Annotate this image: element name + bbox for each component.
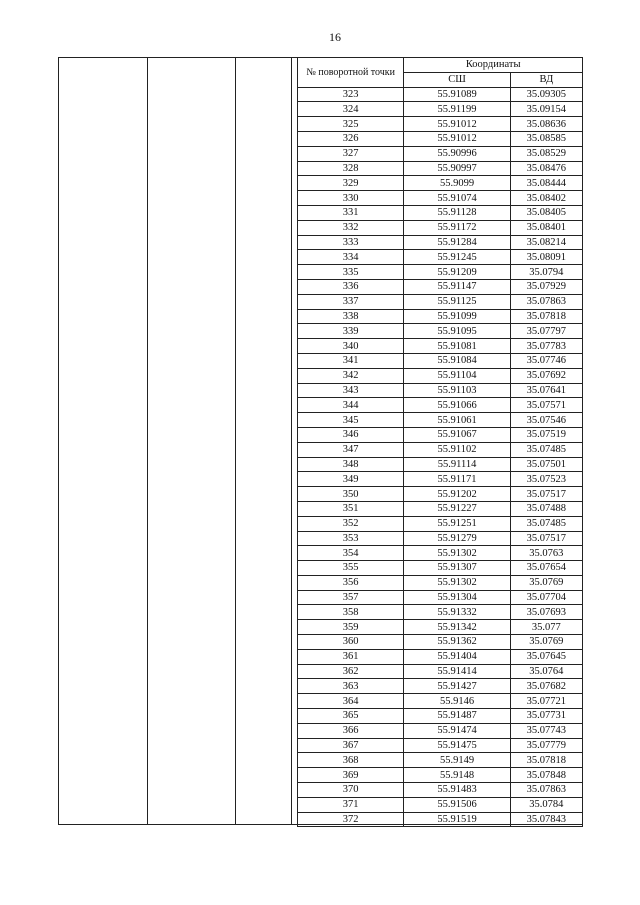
point-number-cell: 323 [298, 87, 404, 102]
empty-column-divider-2 [235, 57, 236, 825]
north-coordinate-cell: 55.91302 [404, 546, 510, 561]
north-coordinate-cell: 55.91084 [404, 353, 510, 368]
north-coordinate-cell: 55.91362 [404, 635, 510, 650]
point-number-cell: 346 [298, 427, 404, 442]
point-number-cell: 324 [298, 102, 404, 117]
coordinates-table [297, 57, 583, 827]
table-row [298, 664, 583, 679]
east-coordinate-cell: 35.08091 [510, 250, 582, 265]
north-coordinate-cell: 55.90997 [404, 161, 510, 176]
east-coordinate-cell: 35.0794 [510, 265, 582, 280]
north-coordinate-cell: 55.9146 [404, 694, 510, 709]
point-number-cell: 332 [298, 220, 404, 235]
east-coordinate-cell: 35.08405 [510, 205, 582, 220]
east-coordinate-cell: 35.07863 [510, 294, 582, 309]
table-row [298, 768, 583, 783]
point-number-header: № поворотной точки [298, 58, 404, 88]
table-row [298, 649, 583, 664]
table-row [298, 812, 583, 827]
north-coordinate-cell: 55.90996 [404, 146, 510, 161]
point-number-cell: 337 [298, 294, 404, 309]
east-coordinate-cell: 35.08401 [510, 220, 582, 235]
east-coordinate-cell: 35.07485 [510, 516, 582, 531]
north-coordinate-cell: 55.91209 [404, 265, 510, 280]
east-coordinate-cell: 35.07721 [510, 694, 582, 709]
point-number-cell: 366 [298, 723, 404, 738]
east-coordinate-cell: 35.07929 [510, 279, 582, 294]
east-coordinate-cell: 35.07571 [510, 398, 582, 413]
point-number-cell: 358 [298, 605, 404, 620]
point-number-cell: 336 [298, 279, 404, 294]
north-coordinate-cell: 55.91307 [404, 561, 510, 576]
table-row [298, 191, 583, 206]
table-row [298, 250, 583, 265]
table-row [298, 235, 583, 250]
north-coordinate-cell: 55.91067 [404, 427, 510, 442]
north-coordinate-cell: 55.91487 [404, 709, 510, 724]
table-row [298, 368, 583, 383]
east-coordinate-cell: 35.07501 [510, 457, 582, 472]
point-number-cell: 356 [298, 575, 404, 590]
north-coordinate-cell: 55.91089 [404, 87, 510, 102]
east-coordinate-cell: 35.08476 [510, 161, 582, 176]
point-number-cell: 325 [298, 117, 404, 132]
north-coordinate-cell: 55.9148 [404, 768, 510, 783]
table-row [298, 472, 583, 487]
east-coordinate-cell: 35.07783 [510, 339, 582, 354]
point-number-cell: 347 [298, 442, 404, 457]
point-number-cell: 367 [298, 738, 404, 753]
point-number-cell: 354 [298, 546, 404, 561]
north-coordinate-cell: 55.91506 [404, 797, 510, 812]
point-number-cell: 341 [298, 353, 404, 368]
north-coordinate-cell: 55.91102 [404, 442, 510, 457]
north-coordinate-cell: 55.91172 [404, 220, 510, 235]
point-number-cell: 329 [298, 176, 404, 191]
table-row [298, 590, 583, 605]
point-number-cell: 369 [298, 768, 404, 783]
table-row [298, 176, 583, 191]
table-row [298, 309, 583, 324]
coordinates-header: Координаты [404, 58, 583, 73]
point-number-cell: 362 [298, 664, 404, 679]
north-coordinate-cell: 55.91519 [404, 812, 510, 827]
table-row [298, 383, 583, 398]
point-number-cell: 349 [298, 472, 404, 487]
point-number-cell: 359 [298, 620, 404, 635]
north-coordinate-cell: 55.91332 [404, 605, 510, 620]
table-row [298, 205, 583, 220]
east-coordinate-cell: 35.077 [510, 620, 582, 635]
north-coordinate-cell: 55.91128 [404, 205, 510, 220]
north-coordinate-cell: 55.91302 [404, 575, 510, 590]
east-header: ВД [510, 72, 582, 87]
east-coordinate-cell: 35.0769 [510, 635, 582, 650]
table-row [298, 294, 583, 309]
table-row [298, 501, 583, 516]
north-coordinate-cell: 55.91095 [404, 324, 510, 339]
point-number-cell: 338 [298, 309, 404, 324]
table-row [298, 102, 583, 117]
east-coordinate-cell: 35.07843 [510, 812, 582, 827]
point-number-cell: 370 [298, 783, 404, 798]
point-number-cell: 340 [298, 339, 404, 354]
east-coordinate-cell: 35.08214 [510, 235, 582, 250]
east-coordinate-cell: 35.08529 [510, 146, 582, 161]
east-coordinate-cell: 35.07863 [510, 783, 582, 798]
table-row [298, 575, 583, 590]
point-number-cell: 353 [298, 531, 404, 546]
table-row [298, 694, 583, 709]
point-number-cell: 342 [298, 368, 404, 383]
point-number-cell: 345 [298, 413, 404, 428]
point-number-cell: 331 [298, 205, 404, 220]
point-number-cell: 333 [298, 235, 404, 250]
point-number-cell: 334 [298, 250, 404, 265]
table-row [298, 117, 583, 132]
east-coordinate-cell: 35.09305 [510, 87, 582, 102]
east-coordinate-cell: 35.08402 [510, 191, 582, 206]
east-coordinate-cell: 35.07779 [510, 738, 582, 753]
north-coordinate-cell: 55.91074 [404, 191, 510, 206]
north-coordinate-cell: 55.9099 [404, 176, 510, 191]
page-number: 16 [329, 30, 341, 44]
table-row [298, 487, 583, 502]
table-row [298, 561, 583, 576]
point-number-cell: 350 [298, 487, 404, 502]
east-coordinate-cell: 35.07519 [510, 427, 582, 442]
east-coordinate-cell: 35.07485 [510, 442, 582, 457]
east-coordinate-cell: 35.0769 [510, 575, 582, 590]
table-row [298, 516, 583, 531]
east-coordinate-cell: 35.07488 [510, 501, 582, 516]
north-coordinate-cell: 55.91284 [404, 235, 510, 250]
table-row [298, 413, 583, 428]
point-number-cell: 364 [298, 694, 404, 709]
north-coordinate-cell: 55.91171 [404, 472, 510, 487]
north-coordinate-cell: 55.91061 [404, 413, 510, 428]
point-number-cell: 328 [298, 161, 404, 176]
east-coordinate-cell: 35.07645 [510, 649, 582, 664]
north-coordinate-cell: 55.91012 [404, 117, 510, 132]
north-coordinate-cell: 55.91202 [404, 487, 510, 502]
east-coordinate-cell: 35.07797 [510, 324, 582, 339]
point-number-cell: 372 [298, 812, 404, 827]
table-row [298, 279, 583, 294]
point-number-cell: 335 [298, 265, 404, 280]
table-row [298, 709, 583, 724]
north-coordinate-cell: 55.91251 [404, 516, 510, 531]
east-coordinate-cell: 35.07704 [510, 590, 582, 605]
point-number-cell: 351 [298, 501, 404, 516]
point-number-cell: 352 [298, 516, 404, 531]
east-coordinate-cell: 35.08585 [510, 131, 582, 146]
north-coordinate-cell: 55.91147 [404, 279, 510, 294]
east-coordinate-cell: 35.07692 [510, 368, 582, 383]
east-coordinate-cell: 35.07523 [510, 472, 582, 487]
north-coordinate-cell: 55.91304 [404, 590, 510, 605]
point-number-cell: 344 [298, 398, 404, 413]
east-coordinate-cell: 35.07818 [510, 753, 582, 768]
point-number-cell: 361 [298, 649, 404, 664]
table-row [298, 220, 583, 235]
point-number-cell: 371 [298, 797, 404, 812]
north-coordinate-cell: 55.91474 [404, 723, 510, 738]
table-row [298, 723, 583, 738]
point-number-cell: 365 [298, 709, 404, 724]
east-coordinate-cell: 35.07641 [510, 383, 582, 398]
table-row [298, 531, 583, 546]
table-row [298, 797, 583, 812]
north-coordinate-cell: 55.91066 [404, 398, 510, 413]
north-coordinate-cell: 55.91227 [404, 501, 510, 516]
north-coordinate-cell: 55.91427 [404, 679, 510, 694]
east-coordinate-cell: 35.0763 [510, 546, 582, 561]
east-coordinate-cell: 35.07848 [510, 768, 582, 783]
east-coordinate-cell: 35.07654 [510, 561, 582, 576]
point-number-cell: 339 [298, 324, 404, 339]
east-coordinate-cell: 35.07546 [510, 413, 582, 428]
point-number-cell: 343 [298, 383, 404, 398]
east-coordinate-cell: 35.07731 [510, 709, 582, 724]
east-coordinate-cell: 35.07517 [510, 531, 582, 546]
north-coordinate-cell: 55.91104 [404, 368, 510, 383]
north-header: СШ [404, 72, 510, 87]
table-row [298, 161, 583, 176]
point-number-cell: 327 [298, 146, 404, 161]
north-coordinate-cell: 55.91081 [404, 339, 510, 354]
point-number-cell: 360 [298, 635, 404, 650]
point-number-cell: 368 [298, 753, 404, 768]
east-coordinate-cell: 35.07517 [510, 487, 582, 502]
north-coordinate-cell: 55.91475 [404, 738, 510, 753]
north-coordinate-cell: 55.91125 [404, 294, 510, 309]
table-row [298, 738, 583, 753]
north-coordinate-cell: 55.91279 [404, 531, 510, 546]
north-coordinate-cell: 55.91245 [404, 250, 510, 265]
point-number-cell: 355 [298, 561, 404, 576]
coordinates-table-body [298, 87, 583, 827]
north-coordinate-cell: 55.9149 [404, 753, 510, 768]
east-coordinate-cell: 35.08636 [510, 117, 582, 132]
north-coordinate-cell: 55.91404 [404, 649, 510, 664]
north-coordinate-cell: 55.91199 [404, 102, 510, 117]
table-row [298, 265, 583, 280]
table-row [298, 87, 583, 102]
point-number-cell: 348 [298, 457, 404, 472]
table-row [298, 605, 583, 620]
table-row [298, 427, 583, 442]
east-coordinate-cell: 35.07743 [510, 723, 582, 738]
table-row [298, 620, 583, 635]
north-coordinate-cell: 55.91342 [404, 620, 510, 635]
east-coordinate-cell: 35.08444 [510, 176, 582, 191]
east-coordinate-cell: 35.07693 [510, 605, 582, 620]
table-row [298, 146, 583, 161]
east-coordinate-cell: 35.0764 [510, 664, 582, 679]
coordinates-table-header [298, 58, 583, 88]
table-row [298, 753, 583, 768]
empty-column-divider-3 [291, 57, 292, 825]
north-coordinate-cell: 55.91114 [404, 457, 510, 472]
table-row [298, 339, 583, 354]
east-coordinate-cell: 35.07682 [510, 679, 582, 694]
table-row [298, 783, 583, 798]
empty-column-divider-1 [147, 57, 148, 825]
east-coordinate-cell: 35.0784 [510, 797, 582, 812]
point-number-cell: 326 [298, 131, 404, 146]
table-row [298, 635, 583, 650]
table-row [298, 442, 583, 457]
point-number-cell: 357 [298, 590, 404, 605]
east-coordinate-cell: 35.09154 [510, 102, 582, 117]
east-coordinate-cell: 35.07818 [510, 309, 582, 324]
table-row [298, 131, 583, 146]
north-coordinate-cell: 55.91414 [404, 664, 510, 679]
table-row [298, 546, 583, 561]
east-coordinate-cell: 35.07746 [510, 353, 582, 368]
point-number-cell: 330 [298, 191, 404, 206]
table-row [298, 398, 583, 413]
point-number-cell: 363 [298, 679, 404, 694]
table-row [298, 353, 583, 368]
table-row [298, 324, 583, 339]
north-coordinate-cell: 55.91103 [404, 383, 510, 398]
north-coordinate-cell: 55.91012 [404, 131, 510, 146]
table-row [298, 457, 583, 472]
table-row [298, 679, 583, 694]
north-coordinate-cell: 55.91483 [404, 783, 510, 798]
north-coordinate-cell: 55.91099 [404, 309, 510, 324]
